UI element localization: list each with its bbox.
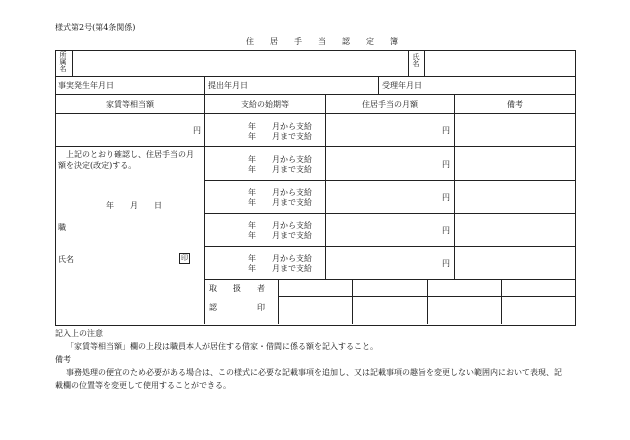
confirm-text: 額を決定(改定)する。 bbox=[58, 161, 137, 170]
col-divider bbox=[454, 94, 455, 279]
col-divider bbox=[325, 94, 326, 279]
submit-date-label: 提出年月日 bbox=[208, 81, 248, 90]
decision-date: 年 月 日 bbox=[106, 201, 162, 210]
handler-label: 取 扱 者 bbox=[209, 284, 265, 293]
fact-date-label: 事実発生年月日 bbox=[58, 81, 114, 90]
monthly-yen-unit: 円 bbox=[442, 259, 450, 268]
row-divider bbox=[55, 146, 204, 147]
col-divider bbox=[501, 279, 502, 324]
rent-yen-unit: 円 bbox=[193, 126, 201, 135]
row-divider bbox=[55, 94, 576, 95]
period-end: 年 月まで支給 bbox=[248, 132, 312, 141]
position-label: 職 bbox=[58, 223, 66, 232]
monthly-yen-unit: 円 bbox=[442, 160, 450, 169]
notes-text: 「家賃等相当額」欄の上段は職員本人が居住する借家・借間に係る額を記入すること。 bbox=[66, 342, 378, 351]
page-title bbox=[238, 37, 406, 47]
title-char: 当 bbox=[318, 37, 326, 46]
col-divider bbox=[378, 76, 379, 94]
col-header-rent: 家賃等相当額 bbox=[106, 100, 154, 109]
name-label: 氏名 bbox=[412, 53, 420, 67]
title-char: 手 bbox=[294, 37, 302, 46]
row-divider bbox=[204, 213, 576, 214]
row-divider bbox=[204, 279, 576, 280]
notes-heading: 記入上の注意 bbox=[55, 329, 103, 338]
row-divider bbox=[204, 180, 576, 181]
table-border bbox=[55, 50, 576, 326]
period-start: 年 月から支給 bbox=[248, 221, 312, 230]
monthly-yen-unit: 円 bbox=[442, 193, 450, 202]
row-divider bbox=[204, 246, 576, 247]
col-divider bbox=[408, 50, 409, 76]
monthly-yen-unit: 円 bbox=[442, 226, 450, 235]
title-char: 認 bbox=[342, 37, 350, 46]
period-end: 年 月まで支給 bbox=[248, 264, 312, 273]
confirm-text: 上記のとおり確認し、住居手当の月 bbox=[66, 150, 194, 159]
col-header-remarks: 備考 bbox=[507, 100, 523, 109]
monthly-yen-unit: 円 bbox=[442, 126, 450, 135]
row-divider bbox=[204, 146, 576, 147]
period-start: 年 月から支給 bbox=[248, 122, 312, 131]
period-start: 年 月から支給 bbox=[248, 254, 312, 263]
affiliation-field[interactable] bbox=[74, 52, 406, 74]
col-divider bbox=[72, 50, 73, 76]
col-divider bbox=[424, 50, 425, 76]
title-char: 簿 bbox=[390, 37, 398, 46]
form-number: 様式第2号(第4条関係) bbox=[55, 23, 136, 32]
remarks-text: 載欄の位置等を変更して使用することができる。 bbox=[55, 381, 231, 390]
col-divider bbox=[352, 279, 353, 324]
col-header-monthly: 住居手当の月額 bbox=[362, 100, 418, 109]
receipt-date-label: 受理年月日 bbox=[382, 81, 422, 90]
period-start: 年 月から支給 bbox=[248, 188, 312, 197]
signer-name-label: 氏名 bbox=[58, 255, 74, 264]
remarks-text: 事務処理の便宜のため必要がある場合は、この様式に必要な記載事項を追加し、又は記載事項の趣旨を変更しない範囲内において表現、記 bbox=[66, 368, 562, 377]
row-divider bbox=[55, 76, 576, 77]
col-divider bbox=[278, 279, 279, 324]
name-field[interactable] bbox=[426, 52, 572, 74]
col-header-period: 支給の始期等 bbox=[241, 100, 289, 109]
period-end: 年 月まで支給 bbox=[248, 231, 312, 240]
approval-label: 認 印 bbox=[209, 303, 265, 312]
title-char: 定 bbox=[366, 37, 374, 46]
col-divider bbox=[204, 76, 205, 324]
col-divider bbox=[427, 279, 428, 324]
title-char: 居 bbox=[270, 37, 278, 46]
period-end: 年 月まで支給 bbox=[248, 198, 312, 207]
seal-mark: 印 bbox=[181, 254, 188, 262]
title-char: 住 bbox=[246, 37, 254, 46]
period-end: 年 月まで支給 bbox=[248, 165, 312, 174]
affiliation-label: 所属名 bbox=[59, 51, 67, 72]
period-start: 年 月から支給 bbox=[248, 155, 312, 164]
row-divider bbox=[55, 113, 576, 114]
remarks-heading: 備考 bbox=[55, 355, 71, 364]
